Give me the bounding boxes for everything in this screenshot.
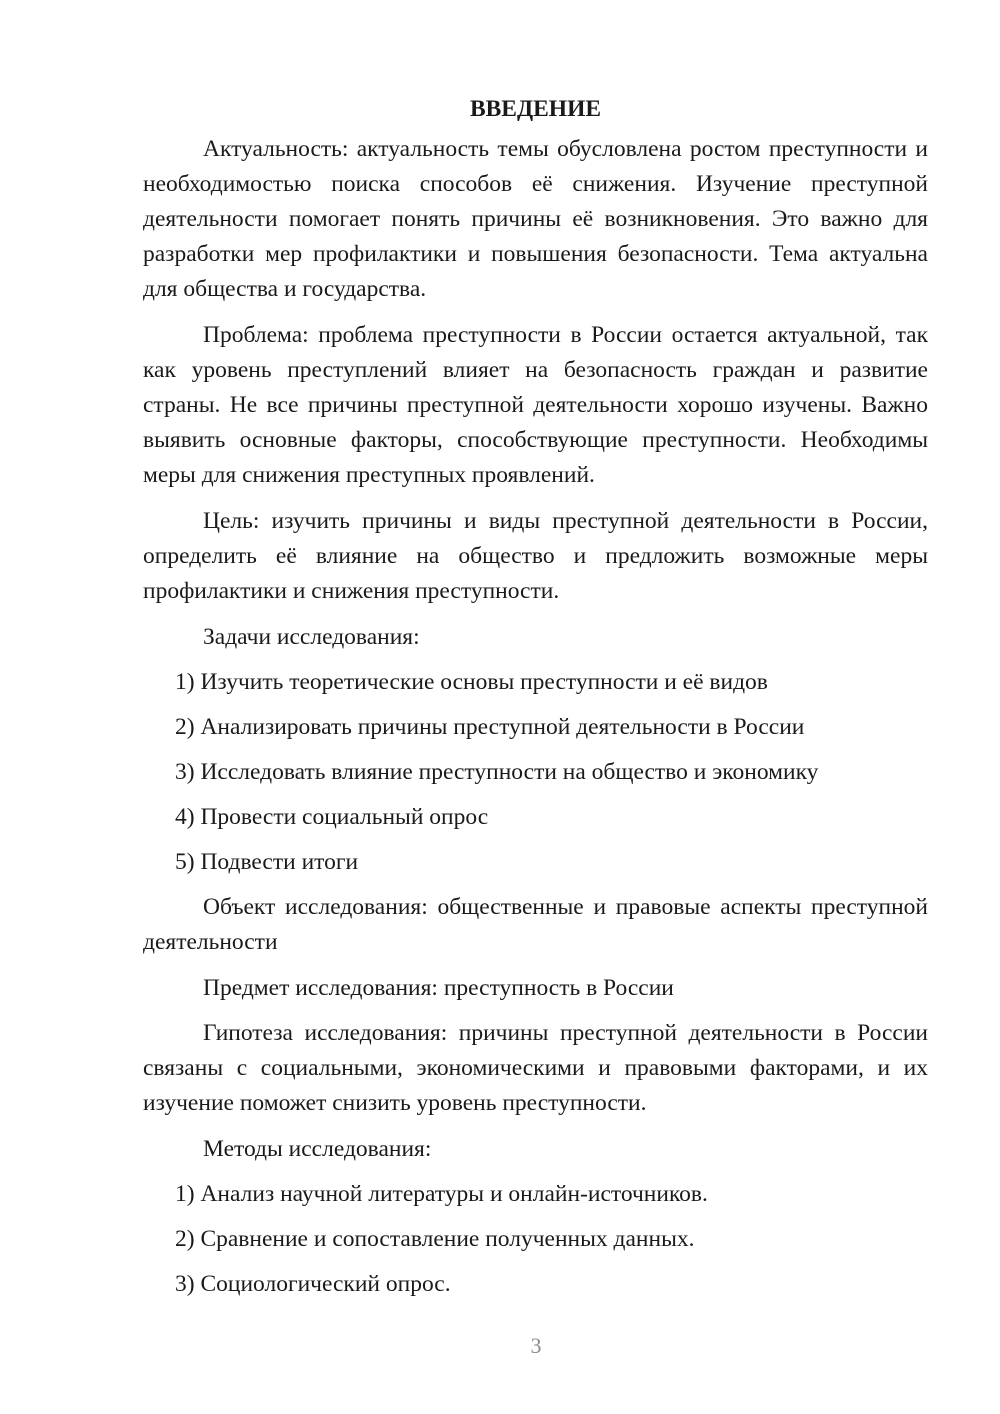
list-item: 2) Анализировать причины преступной деятельности в России <box>175 714 805 740</box>
page-title: ВВЕДЕНИЕ <box>469 96 602 122</box>
object-paragraph: Объект исследования: общественные и правовые аспекты преступной деятельности <box>143 894 928 955</box>
subject-line: Предмет исследования: преступность в России <box>203 975 674 1001</box>
list-item: 1) Изучить теоретические основы преступности и её видов <box>175 669 768 695</box>
list-item: 5) Подвести итоги <box>175 849 359 875</box>
hypothesis-paragraph: Гипотеза исследования: причины преступной деятельности в России связаны с социальными, экономическими и правовыми факторами, и их изучение поможет снизить уровень преступности. <box>143 1020 928 1116</box>
list-item: 3) Социологический опрос. <box>175 1271 451 1297</box>
list-item: 3) Исследовать влияние преступности на общество и экономику <box>175 759 819 785</box>
goal-paragraph: Цель: изучить причины и виды преступной деятельности в России, определить её влияние на общество и предложить возможные меры профилактики и снижения преступности. <box>143 508 928 604</box>
tasks-heading: Задачи исследования: <box>203 624 420 650</box>
page-number: 3 <box>530 1333 542 1358</box>
methods-heading: Методы исследования: <box>203 1136 432 1162</box>
list-item: 2) Сравнение и сопоставление полученных данных. <box>175 1226 695 1252</box>
relevance-paragraph: Актуальность: актуальность темы обусловлена ростом преступности и необходимостью поиска способов её снижения. Изучение преступной деятельности помогает понять причины её возникновения. Это важно для разработки мер профилактики и повышения безопасности. Тема актуальна для общества и государства. <box>143 136 928 302</box>
document-page <box>143 92 928 1312</box>
list-item: 1) Анализ научной литературы и онлайн-источников. <box>175 1181 708 1207</box>
methods-list <box>143 1177 928 1302</box>
problem-paragraph: Проблема: проблема преступности в России остается актуальной, так как уровень преступлений влияет на безопасность граждан и развитие страны. Не все причины преступной деятельности хорошо изучены. Важно выявить основные факторы, способствующие преступности. Необходимы меры для снижения преступных проявлений. <box>143 322 928 488</box>
list-item: 4) Провести социальный опрос <box>175 804 489 830</box>
tasks-list <box>143 665 928 880</box>
